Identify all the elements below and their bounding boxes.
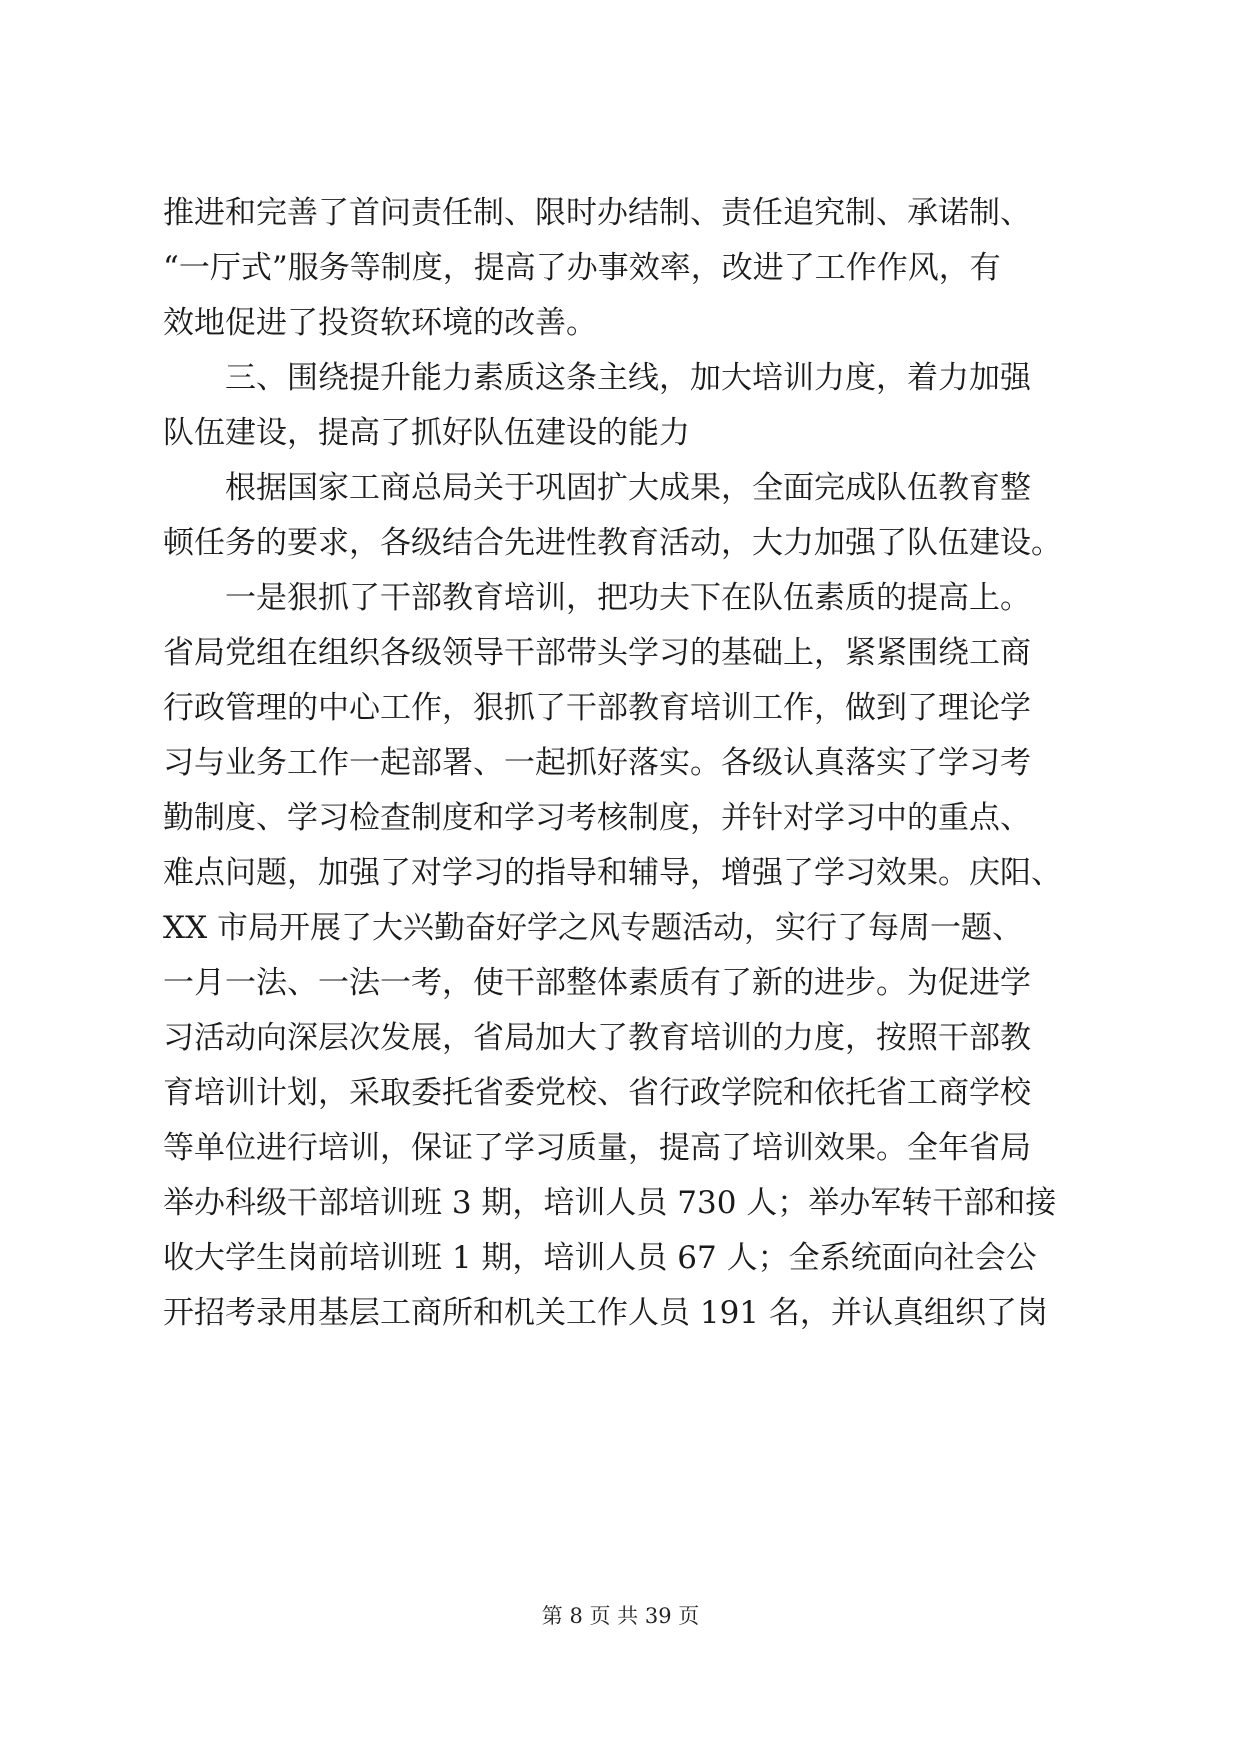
section-heading-line: 队伍建设，提高了抓好队伍建设的能力 xyxy=(163,415,690,451)
text-line: 举办科级干部培训班 3 期，培训人员 730 人；举办军转干部和接 xyxy=(163,1185,1057,1221)
text-line: 开招考录用基层工商所和机关工作人员 191 名，并认真组织了岗 xyxy=(163,1295,1048,1331)
text-line: 顿任务的要求，各级结合先进性教育活动，大力加强了队伍建设。 xyxy=(163,525,1062,561)
section-heading-line: 三、围绕提升能力素质这条主线，加大培训力度，着力加强 xyxy=(225,360,1031,396)
text-line: 一是狠抓了干部教育培训，把功夫下在队伍素质的提高上。 xyxy=(225,580,1031,616)
text-line: 行政管理的中心工作，狠抓了干部教育培训工作，做到了理论学 xyxy=(163,690,1031,726)
page-number-footer: 第 8 页 共 39 页 xyxy=(541,1604,700,1628)
text-line: XX 市局开展了大兴勤奋好学之风专题活动，实行了每周一题、 xyxy=(163,910,1023,946)
text-line: 推进和完善了首问责任制、限时办结制、责任追究制、承诺制、 xyxy=(163,195,1031,231)
text-line: 收大学生岗前培训班 1 期，培训人员 67 人；全系统面向社会公 xyxy=(163,1240,1037,1276)
text-line: 省局党组在组织各级领导干部带头学习的基础上，紧紧围绕工商 xyxy=(163,635,1031,671)
text-line: 根据国家工商总局关于巩固扩大成果，全面完成队伍教育整 xyxy=(225,470,1031,506)
text-line: 等单位进行培训，保证了学习质量，提高了培训效果。全年省局 xyxy=(163,1130,1031,1166)
text-line: 难点问题，加强了对学习的指导和辅导，增强了学习效果。庆阳、 xyxy=(163,855,1062,891)
text-line: 效地促进了投资软环境的改善。 xyxy=(163,305,597,341)
text-line: 习与业务工作一起部署、一起抓好落实。各级认真落实了学习考 xyxy=(163,745,1031,781)
text-line: 育培训计划，采取委托省委党校、省行政学院和依托省工商学校 xyxy=(163,1075,1031,1111)
text-line: 勤制度、学习检查制度和学习考核制度，并针对学习中的重点、 xyxy=(163,800,1031,836)
text-line: “一厅式”服务等制度，提高了办事效率，改进了工作作风，有 xyxy=(163,250,1001,286)
text-line: 习活动向深层次发展，省局加大了教育培训的力度，按照干部教 xyxy=(163,1020,1031,1056)
text-line: 一月一法、一法一考，使干部整体素质有了新的进步。为促进学 xyxy=(163,965,1031,1001)
